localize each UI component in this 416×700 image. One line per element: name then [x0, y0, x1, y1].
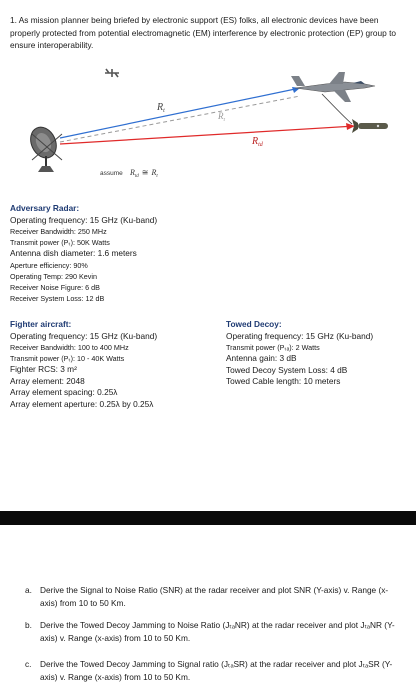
- question-text: Derive the Towed Decoy Jamming to Signal ratio (JₜₐSR) at the radar receiver and plot JₜₐSR (Y-axis) v. Range (x-axis) from 10 to 50 Km.: [40, 659, 393, 682]
- radar-spec-line: Receiver Bandwidth: 250 MHz: [10, 227, 107, 236]
- fighter-spec-line: Array element: 2048: [10, 375, 85, 386]
- assume-equation: $R_{td}$ ≅ $R_t$: [130, 168, 158, 179]
- fighter-spec-line: Fighter RCS: 3 m²: [10, 364, 77, 374]
- towed-decoy-specs: [226, 319, 373, 388]
- radar-spec-line: Transmit power (Pₜ): 50K Watts: [10, 238, 110, 247]
- radar-spec-line: Receiver System Loss: 12 dB: [10, 293, 105, 303]
- decoy-spec-line: Operating frequency: 15 GHz (Ku-band): [226, 330, 374, 341]
- question-text: Derive the Towed Decoy Jamming to Noise Ratio (JₜₐNR) at the radar receiver and plot JₜₐNR (Y-axis) v. Range (x-axis) from 10 to 50 Km.: [40, 620, 395, 643]
- fighter-jet-icon: [291, 72, 375, 102]
- decoy-spec-line: Towed Cable length: 10 meters: [226, 376, 341, 386]
- fighter-aircraft-specs: [10, 319, 157, 410]
- towed-decoy-icon: [352, 119, 388, 133]
- question-label: b.: [25, 620, 32, 630]
- assume-text: assume: [100, 170, 123, 177]
- radar-spec-line: Operating frequency: 15 GHz (Ku-band): [10, 214, 158, 225]
- scenario-figure: [0, 60, 416, 200]
- decoy-spec-line: Antenna gain: 3 dB: [226, 353, 297, 363]
- radar-title: Adversary Radar:: [10, 203, 80, 213]
- decoy-title: Towed Decoy:: [226, 319, 282, 329]
- question-a: [25, 584, 410, 609]
- question-c: [25, 658, 410, 683]
- question-text: Derive the Signal to Noise Ratio (SNR) at the radar receiver and plot SNR (Y-axis) v. Range (x-axis) from 10 to 50 Km.: [40, 585, 389, 608]
- question-label: a.: [25, 585, 32, 595]
- radar-dish-icon: [26, 123, 62, 172]
- fighter-spec-line: Array element aperture: 0.25λ by 0.25λ: [10, 398, 154, 409]
- fighter-spec-line: Transmit power (Pₜ): 10 - 40K Watts: [10, 354, 125, 363]
- radar-to-fighter-line: [60, 88, 300, 138]
- fighter-title: Fighter aircraft:: [10, 319, 72, 329]
- small-aircraft-icon: [105, 69, 119, 77]
- radar-spec-line: Antenna dish diameter: 1.6 meters: [10, 248, 137, 258]
- rt-label: $R_t$: [157, 102, 165, 114]
- problem-intro: 1. As mission planner being briefed by electronic support (ES) folks, all electronic devices have been properly protected from potential electromagnetic (EM) interference by electronic protection (EP) group to ensure interoperability.: [10, 15, 396, 50]
- fighter-spec-line: Array element spacing: 0.25λ: [10, 387, 118, 397]
- question-b: [25, 619, 410, 644]
- question-label: c.: [25, 659, 32, 669]
- fighter-spec-line: Operating frequency: 15 GHz (Ku-band): [10, 330, 158, 341]
- rtd-label: $R_{td}$: [252, 136, 263, 148]
- decoy-spec-line: Transmit power (Pₜₐ): 2 Watts: [226, 343, 320, 352]
- radar-spec-line: Aperture efficiency: 90%: [10, 260, 88, 270]
- adversary-radar-specs: [10, 203, 157, 304]
- rt-dashed-label: $R_t$: [218, 111, 226, 123]
- radar-to-fighter-dashed-line: [60, 96, 300, 142]
- decoy-spec-line: Towed Decoy System Loss: 4 dB: [226, 364, 348, 375]
- page-divider-band: [0, 511, 416, 525]
- radar-spec-line: Receiver Noise Figure: 6 dB: [10, 282, 100, 292]
- radar-spec-line: Operating Temp: 290 Kevin: [10, 271, 97, 281]
- fighter-spec-line: Receiver Bandwidth: 100 to 400 MHz: [10, 343, 129, 352]
